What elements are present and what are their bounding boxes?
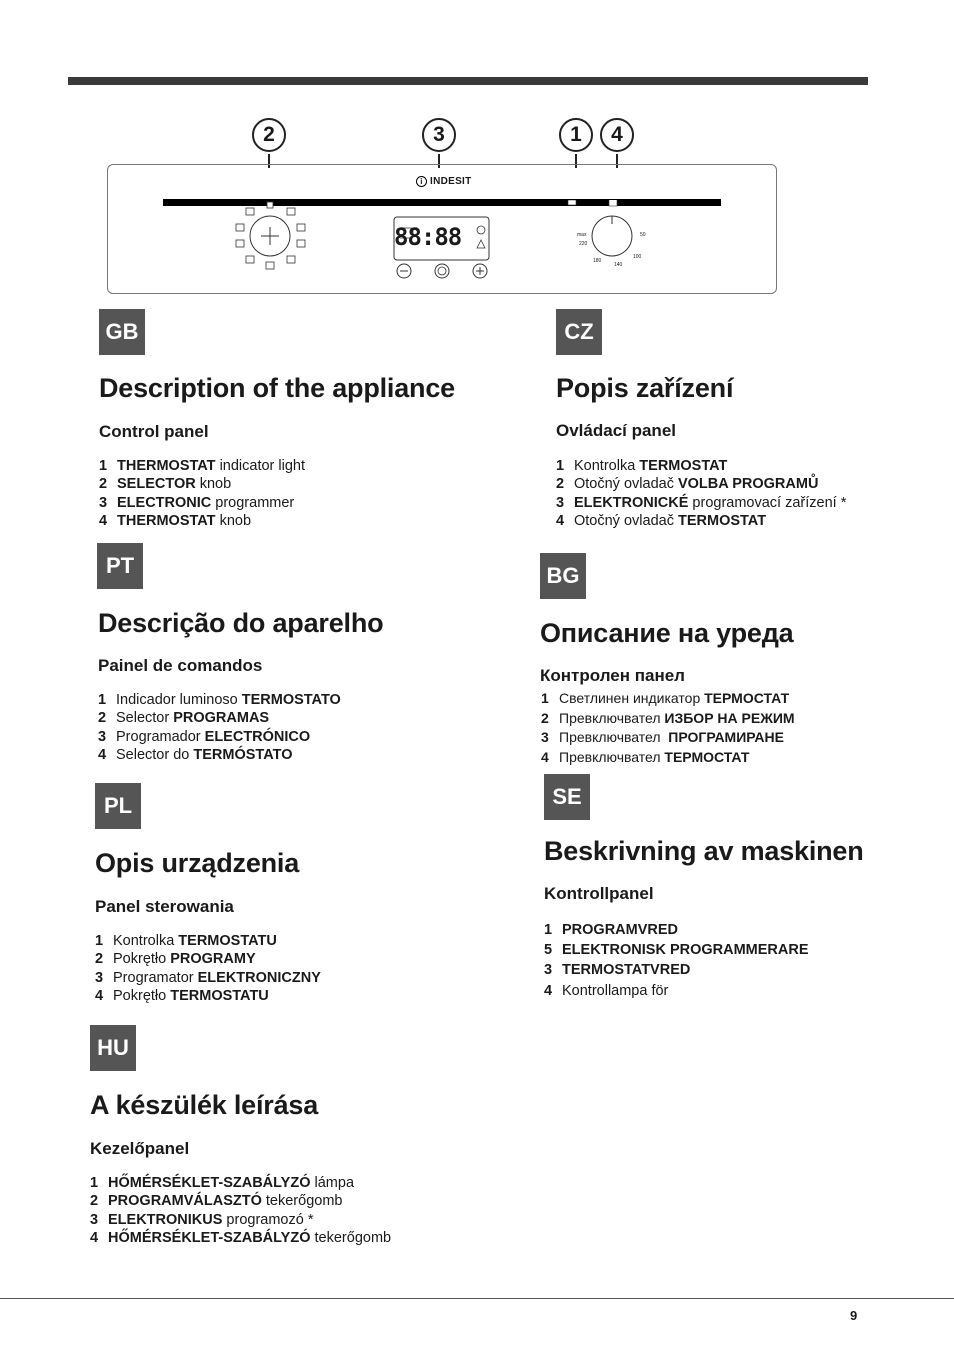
- mode-symbol-icon: [297, 240, 305, 247]
- callout-3: 3: [422, 118, 456, 152]
- list-item: 4 Превключвател ТЕРМОСТАТ: [541, 748, 750, 765]
- item-list-bg: [541, 689, 795, 767]
- section-subtitle-pt: Painel de comandos: [98, 656, 263, 675]
- list-item: 1 Kontrolka TERMOSTAT: [556, 458, 728, 474]
- list-item: 2 PROGRAMVÁLASZTÓ tekerőgomb: [90, 1193, 343, 1210]
- flag-hu: HU: [90, 1025, 136, 1071]
- list-item: 3 Programator ELEKTRONICZNY: [95, 969, 321, 986]
- list-item: 3 ELECTRONIC programmer: [99, 494, 295, 511]
- clock-icon: [435, 264, 449, 278]
- section-subtitle-pl: Panel sterowania: [95, 897, 234, 916]
- section-title-cz: Popis zařízení: [556, 373, 734, 403]
- mode-symbol-icon: [287, 256, 295, 263]
- page-number: 9: [850, 1308, 858, 1323]
- list-item: 2 Otočný ovladač VOLBA PROGRAMŮ: [556, 476, 819, 493]
- list-item: 3 ELEKTRONIKUS programozó *: [90, 1211, 314, 1228]
- thermostat-scale-label: 50: [640, 232, 646, 238]
- display-digits: 88:88: [394, 223, 462, 251]
- list-item: 1 Светлинен индикатор ТЕРМОСТАТ: [541, 690, 790, 706]
- mode-symbol-icon: [297, 224, 305, 231]
- thermostat-scale-label: max: [577, 232, 587, 238]
- list-item: 2 Превключвател ИЗБОР НА РЕЖИМ: [541, 709, 795, 726]
- brand-icon: i: [416, 176, 427, 187]
- mode-symbol-icon: [246, 256, 254, 263]
- item-list-hu: [90, 1174, 391, 1248]
- list-item: 4 THERMOSTAT knob: [99, 513, 252, 530]
- section-title-pt: Descrição do aparelho: [98, 608, 384, 638]
- section-subtitle-bg: Контролен панел: [540, 666, 685, 685]
- item-list-pt: [98, 691, 341, 765]
- list-item: 2 SELECTOR knob: [99, 476, 232, 493]
- item-list-se: [544, 920, 809, 1001]
- flag-se: SE: [544, 774, 590, 820]
- flag-cz: CZ: [556, 309, 602, 355]
- brand-name: INDESIT: [430, 176, 472, 187]
- item-list-gb: [99, 457, 305, 531]
- list-item: 4 Kontrollampa för: [544, 982, 669, 999]
- list-item: 1 THERMOSTAT indicator light: [99, 458, 306, 474]
- list-item: 3 Programador ELECTRÓNICO: [98, 728, 311, 745]
- thermostat-scale-label: 220: [579, 241, 588, 247]
- list-item: 4 HŐMÉRSÉKLET-SZABÁLYZÓ tekerőgomb: [90, 1230, 392, 1247]
- item-list-pl: [95, 932, 321, 1006]
- list-item: 1 PROGRAMVRED: [544, 922, 679, 938]
- brand-logo: [416, 176, 472, 187]
- mode-symbol-icon: [236, 224, 244, 231]
- section-subtitle-se: Kontrollpanel: [544, 884, 654, 903]
- section-subtitle-cz: Ovládací panel: [556, 421, 676, 440]
- list-item: 2 Selector PROGRAMAS: [98, 710, 270, 727]
- list-item: 4 Otočný ovladač TERMOSTAT: [556, 513, 767, 530]
- list-item: 3 Превключвател ПРОГРАМИРАНЕ: [541, 729, 784, 746]
- list-item: 4 Pokrętło TERMOSTATU: [95, 988, 269, 1005]
- list-item: 3 ELEKTRONICKÉ programovací zařízení *: [556, 494, 847, 511]
- mode-symbol-icon: [266, 262, 274, 269]
- list-item: 1 Kontrolka TERMOSTATU: [95, 933, 277, 949]
- callout-1: 1: [559, 118, 593, 152]
- section-title-bg: Описание на уреда: [540, 618, 794, 648]
- mode-symbol-icon: [246, 208, 254, 215]
- list-item: 3 TERMOSTATVRED: [544, 962, 691, 979]
- callout-4: 4: [600, 118, 634, 152]
- mode-symbol-icon: [287, 208, 295, 215]
- section-subtitle-hu: Kezelőpanel: [90, 1139, 190, 1158]
- item-list-cz: [556, 457, 846, 531]
- flag-pt: PT: [97, 543, 143, 589]
- thermostat-indicator-light: [568, 200, 576, 205]
- footer-rule: [0, 1298, 954, 1299]
- thermostat-scale-label: 100: [633, 254, 642, 260]
- list-item: 5 ELEKTRONISK PROGRAMMERARE: [544, 942, 809, 959]
- thermostat-scale-label: 180: [593, 258, 602, 264]
- control-panel-drawing: [225, 200, 725, 280]
- list-item: 1 HŐMÉRSÉKLET-SZABÁLYZÓ lámpa: [90, 1175, 355, 1191]
- thermostat-scale-label: 140: [614, 262, 623, 268]
- flag-gb: GB: [99, 309, 145, 355]
- flag-bg: BG: [540, 553, 586, 599]
- mode-symbol-icon: [236, 240, 244, 247]
- list-item: 4 Selector do TERMÓSTATO: [98, 747, 293, 764]
- section-title-gb: Description of the appliance: [99, 373, 455, 403]
- list-item: 2 Pokrętło PROGRAMY: [95, 951, 256, 968]
- header-rule: [68, 77, 868, 85]
- section-subtitle-gb: Control panel: [99, 422, 209, 441]
- section-title-hu: A készülék leírása: [90, 1090, 319, 1120]
- flag-pl: PL: [95, 783, 141, 829]
- section-title-pl: Opis urządzenia: [95, 848, 300, 878]
- list-item: 1 Indicador luminoso TERMOSTATO: [98, 692, 341, 708]
- section-title-se: Beskrivning av maskinen: [544, 836, 864, 866]
- callout-2: 2: [252, 118, 286, 152]
